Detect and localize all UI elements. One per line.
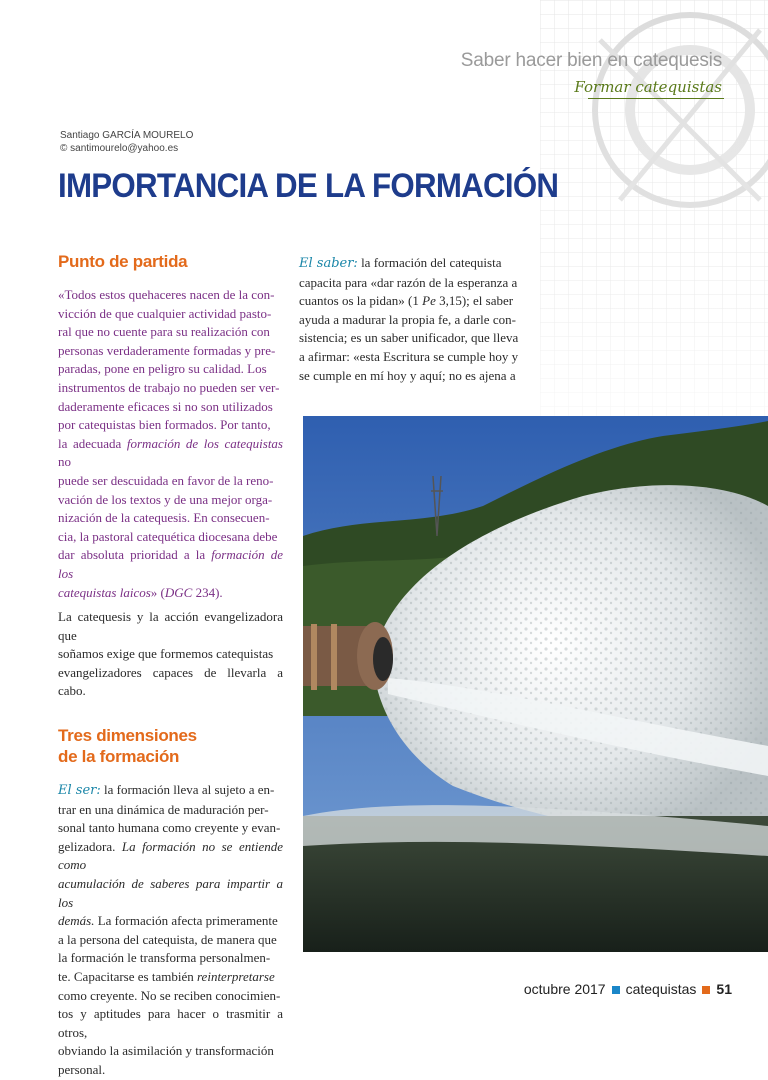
quote-line: puede ser descuidada en favor de la reno- <box>58 472 274 488</box>
quote-line: por catequistas bien formados. Por tanto, <box>58 417 271 433</box>
saber-line: capacita para «dar razón de la esperanza a <box>299 274 518 290</box>
saber-line: a afirmar: «esta Escritura se cumple hoy y <box>299 348 519 364</box>
section-title: Saber hacer bien en catequesis <box>460 50 722 71</box>
quote-line: catequistas laicos» (DGC 234). <box>58 584 223 600</box>
saber-line: sistencia; es un saber unificador, que lleva <box>299 330 519 346</box>
footer <box>524 981 732 997</box>
heading-line: Tres dimensiones <box>58 726 197 746</box>
photo-water-jet <box>303 416 768 952</box>
ser-paragraph <box>58 781 283 1080</box>
paragraph-line: evangelizadores capaces de llevarla a cabo. <box>58 664 283 699</box>
paragraph-line: La catequesis y la acción evangelizadora que <box>58 609 283 643</box>
author-block <box>60 129 193 155</box>
ser-line: personal. <box>58 1061 106 1077</box>
quote-line: vicción de que cualquier actividad pasto- <box>58 305 272 321</box>
quote-line: ral que no cuente para su realización con <box>58 324 270 340</box>
ser-line: tos y aptitudes para hacer o trasmitir a otros, <box>58 1006 283 1040</box>
ser-line: a la persona del catequista, de manera que <box>58 931 277 947</box>
ser-line: trar en una dinámica de maduración per- <box>58 801 269 817</box>
ser-line: El ser: la formación lleva al sujeto a en- <box>58 782 275 799</box>
heading-line: de la formación <box>58 747 180 767</box>
heading-tres-dimensiones <box>58 725 283 767</box>
author-email[interactable]: santimourelo@yahoo.es <box>70 143 179 154</box>
footer-month: octubre 2017 <box>523 981 606 997</box>
quote-line: instrumentos de trabajo no pueden ser ver- <box>58 379 280 395</box>
saber-line: cuantos os la pidan» (1 Pe 3,15); el saber <box>299 293 514 309</box>
page-number: 51 <box>716 981 732 997</box>
quote-line: nización de la catequesis. En consecuen- <box>58 510 270 526</box>
pipe-nozzle <box>303 622 393 690</box>
ser-line: te. Capacitarse es también reinterpretarse <box>58 969 275 984</box>
author-email-line <box>60 142 193 155</box>
paragraph-line: soñamos exige que formemos catequistas <box>58 646 274 662</box>
article-title: IMPORTANCIA DE LA FORMACIÓN <box>58 167 559 205</box>
saber-line: ayuda a madurar la propia fe, a darle con- <box>299 311 516 327</box>
quote-line: dar absoluta prioridad a la formación de los <box>58 547 283 581</box>
section-subtitle: Formar catequistas <box>574 78 722 96</box>
author-name: Santiago GARCÍA MOURELO <box>60 130 194 141</box>
quote-line: cia, la pastoral catequética diocesana debe <box>58 528 278 544</box>
el-ser-label: El ser: <box>58 783 101 799</box>
quote-line: daderamente eficaces si no son utilizados <box>58 398 273 414</box>
blue-square-icon <box>612 986 620 994</box>
quote-block <box>58 286 283 602</box>
saber-line: El saber: la formación del catequista <box>299 255 502 271</box>
footer-magazine: catequistas <box>625 981 697 997</box>
saber-line: se cumple en mí hoy y aquí; no es ajena a <box>299 367 516 383</box>
el-saber-label: El saber: <box>299 256 358 271</box>
quote-line: paradas, pone en peligro su calidad. Los <box>58 361 267 377</box>
ser-line: sonal tanto humana como creyente y evan- <box>58 820 281 836</box>
quote-italic: formación de los catequistas <box>126 435 283 451</box>
ser-line: demás. La formación afecta primeramente <box>58 913 278 929</box>
right-column <box>299 254 524 385</box>
ser-line: obviando la asimilación y transformación <box>58 1043 274 1059</box>
paragraph-catequesis <box>58 608 283 701</box>
orange-square-icon <box>702 986 710 994</box>
ser-line: como creyente. No se reciben conocimien- <box>58 987 281 1003</box>
ser-line: la formación le transforma personalmen- <box>58 950 271 966</box>
quote-line: vación de los textos y de una mejor orga- <box>58 491 273 507</box>
quote-line: personas verdaderamente formadas y pre- <box>58 342 276 358</box>
quote-line: la adecuada formación de los catequistas no <box>58 435 283 470</box>
quote-line: «Todos estos quehaceres nacen de la con- <box>58 287 275 302</box>
section-underline <box>588 98 724 99</box>
ser-line: acumulación de saberes para impartir a los <box>58 876 283 910</box>
left-column <box>58 251 283 1080</box>
heading-punto-de-partida: Punto de partida <box>58 252 188 271</box>
ser-line: gelizadora. La formación no se entiende como <box>58 838 283 873</box>
email-icon: © <box>60 143 68 154</box>
